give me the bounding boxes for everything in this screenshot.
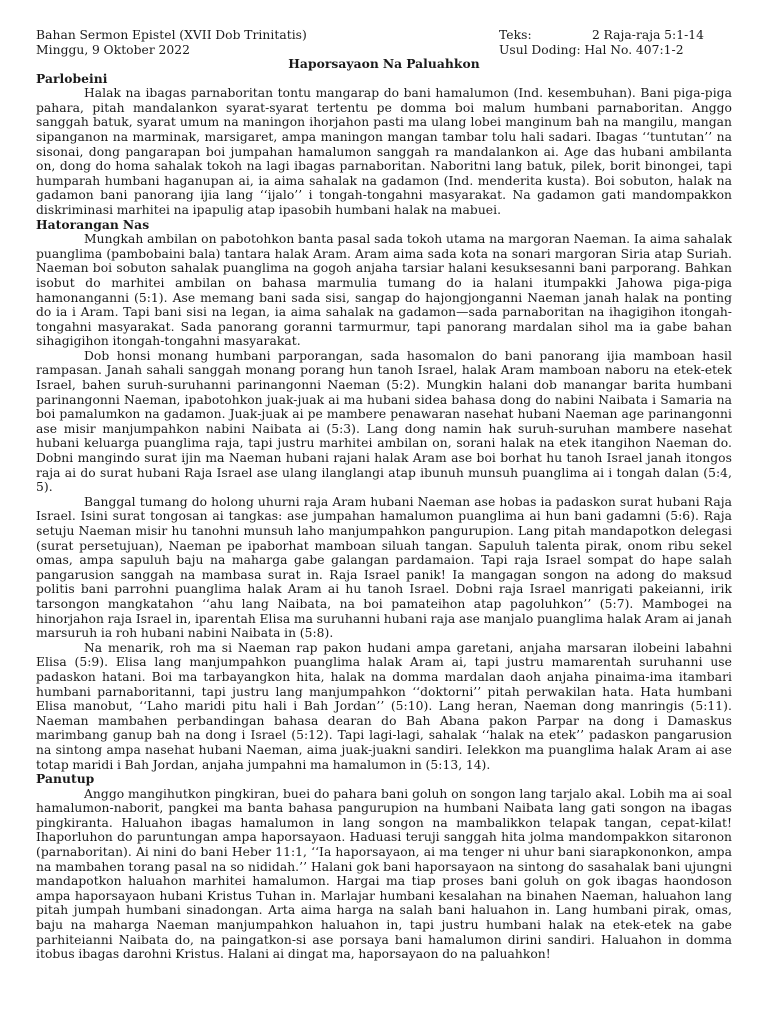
section-parlobeini [36,72,732,218]
header-right [592,28,704,43]
paragraph: Halak na ibagas parnaboritan tontu mangarap do bani hamalumon (Ind. kesembuhan). Bani piga-piga pahara, pitah mandalankon syarat-syarat tertentu pe domma boi malum humbani parnaboritan. Anggo sanggah batuk, syarat umum na maningon ihorjahon pasti ma ulang lobei manginum bah na mangilu, mangan sipanganon na marminak, marsigaret, ampa maningon mangan tambar tolu hali sadari. Ibagas ‘‘tuntutan’’ na sisonai, dong pangarapan boi jumpahan hamalumon sanggah ra mandalankon ai. Age das hubani ambilanta on, dong do homa sahalak tokoh na lagi ibagas parnaboritan. Naboritni lang batuk, pilek, borit binongei, tapi humparah humbani haganupan ai, ia aima sahalak na gadamon (Ind. menderita kusta). Boi sobuton, halak na gadamon bani panorang ijia lang ‘‘ijalo’’ i tongah-tongahni masyarakat. Na gadamon gati mandompakkon diskriminasi marhitei na ipapulig atap ipasobih humbani halak na mabuei. [36,86,732,217]
header-text-ref: 2 Raja-raja 5:1-14 [592,28,705,42]
document-header [36,28,732,57]
section-heading: Panutup [36,771,95,787]
header-text-label: Teks: [499,28,532,42]
section-heading: Parlobeini [36,70,108,86]
section-heading: Hatorangan Nas [36,216,150,232]
paragraph: Anggo mangihutkon pingkiran, buei do pahara bani goluh on songon lang tarjalo akal. Lobih ma ai soal hamalumon-naborit, pangkei ma banta bahasa pangurupion na humbani Naibata lang gati songon na ibagas pingkiranta. Haluahon ibagas hamalumon in lang songon na mambalikkon telapak tangan, cepat-kilat! Ihaporluhon do paruntungan ampa haporsayaon. Haduasi teruji sanggah hita jolma mandompakkon sitaronon (parnaboritan). Ai nini do bani Heber 11:1, ‘‘Ia haporsayaon, ai ma tenger ni uhur bani siarapkononkon, ampa na mambahen torang pasal na so nididah.’’ Halani gok bani haporsayaon na sintong do sasahalak bani ujungni mandapotkon haluahon marhitei hamalumon. Hargai ma tiap proses bani goluh on gok ibagas haondoson ampa haporsayaon hubani Kristus Tuhan in. Marlajar humbani kesalahan na binahen Naeman, haluahon lang pitah jumpah humbani sinadongan. Arta aima harga na salah bani haluahon in. Lang humbani pirak, omas, baju na maharga Naeman manjumpahkon haluahon in, tapi justru humbani halak na etek-etek na gabe parhiteianni Naibata do, na paingatkon-si ase porsaya bani hamalumon dirini sandiri. Haluahon in domma itobus ibagas darohni Kristus. Halani ai dingat ma, haporsayaon do na paluahkon! [36,786,732,962]
header-sermon-title: Bahan Sermon Epistel (XVII Dob Trinitatis) [36,28,307,42]
section-panutup [36,772,732,962]
header-song: Usul Doding: Hal No. 407:1-2 [499,42,684,57]
header-left [36,28,307,57]
document-title: Haporsayaon Na Paluahkon [288,56,480,71]
document-page [36,28,732,962]
paragraph: Mungkah ambilan on pabotohkon banta pasal sada tokoh utama na margoran Naeman. Ia aima sahalak puanglima (pambobaini bala) tantara halak Aram. Aram aima sada kota na sonari margoran Siria atap Suriah. Naeman boi sobuton sahalak puanglima na gogoh anjaha tarsiar halani kesuksesanni bani parporang. Bahkan isobut do marhitei ambilan on bahasa marmulia tumang do ia halani itumpakki Jahowa piga-piga hamonanganni (5:1). Ase memang bani sada sisi, sangap do hajongjonganni Naeman janah halak na ponting do ia i Aram. Tapi bani sisi na legan, ia aima sahalak na gadamon—sada parnaboritan na ihagigihon itongah-tongahni masyarakat. Sada panorang goranni tarmurmur, tapi panorang mardalan sihol ma ia gabe bahan sihagigihon itongah-tongahni masyarakat. [36,232,732,349]
paragraph: Dob honsi monang humbani parporangan, sada hasomalon do bani panorang ijia mamboan hasil rampasan. Janah sahali sanggah monang porang hun tanoh Israel, halak Aram mamboan naboru na etek-etek Israel, bahen suruh-suruhanni parinangonni Naeman (5:2). Mungkin halani dob manangar barita humbani parinangonni Naeman, ipabotohkon juak-juak ai ma hubani sidea bahasa dong do nabini Naibata i Samaria na boi pamalumkon na gadamon. Juak-juak ai pe mambere penawaran nasehat hubani Naeman age parinangonni ase misir manjumpahkon nabini Naibata ai (5:3). Lang dong namin hak suruh-suruhan mambere nasehat hubani keluarga puanglima raja, tapi justru marhitei ambilan on, sorani halak na etek itangihon Naeman do. Dobni mangindo surat ijin ma Naeman hubani rajani halak Aram ase boi borhat hu tanoh Israel janah itongos raja ai do surat hubani Raja Israel ase ulang ilanglangi atap ibunuh munsuh puanglima ai i tongah dalan (5:4, 5). [36,348,732,495]
paragraph: Na menarik, roh ma si Naeman rap pakon hudani ampa garetani, anjaha marsaran ilobeini labahni Elisa (5:9). Elisa lang manjumpahkon puanglima halak Aram ai, tapi justru mamarentah suruhanni use padaskon hatani. Boi ma tarbayangkon hita, halak na domma mardalan daoh anjaha pinaima-ima itambari humbani parnaboritanni, tapi justru lang manjumpahkon ‘‘doktorni’’ pitah perwakilan hata. Hata humbani Elisa manobut, ‘‘Laho maridi pitu hali i Bah Jordan’’ (5:10). Lang heran, Naeman dong manringis (5:11). Naeman mambahen perbandingan bahasa dearan do Bah Abana pakon Parpar na dong i Damaskus marimbang ganup bah na dong i Israel (5:12). Tapi lagi-lagi, sahalak ‘‘halak na etek’’ padaskon pangarusion na sintong ampa nasehat hubani Naeman, aima juak-juakni sandiri. Ielekkon ma puanglima halak Aram ai ase totap maridi i Bah Jordan, anjaha jumpahni ma hamalumon in (5:13, 14). [36,640,732,772]
paragraph: Banggal tumang do holong uhurni raja Aram hubani Naeman ase hobas ia padaskon surat hubani Raja Israel. Isini surat tongosan ai tangkas: ase jumpahan hamalumon puanglima ai hun bani gadamni (5:6). Raja setuju Naeman misir hu tanohni munsuh laho manjumpahkon pangurupion. Lang pitah mandapotkon delegasi (surat persetujuan), Naeman pe ipaborhat mamboan siluah tangan. Sapuluh talenta pirak, onom ribu sekel omas, ampa sapuluh baju na maharga gabe galangan pardamaion. Tapi raja Israel sompat do hape salah pangarusion sanggah na mambasa surat in. Raja Israel panik! Ia mangagan songon na adong do maksud politis bani parrohni puanglima halak Aram ai hu tanoh Israel. Dobni raja Israel manrigati pakeianni, irik tarsongon mangkatahon ‘‘ahu lang Naibata, na boi pamateihon atap pagoluhkon’’ (5:7). Mambogei na hinorjahon raja Israel in, iparentah Elisa ma suruhanni hubani raja ase manjalo puanglima halak Aram ai janah marsuruh ia roh hubani nabini Naibata in (5:8). [36,494,732,641]
section-hatorangan-nas [36,218,732,773]
header-date: Minggu, 9 Oktober 2022 [36,42,190,57]
